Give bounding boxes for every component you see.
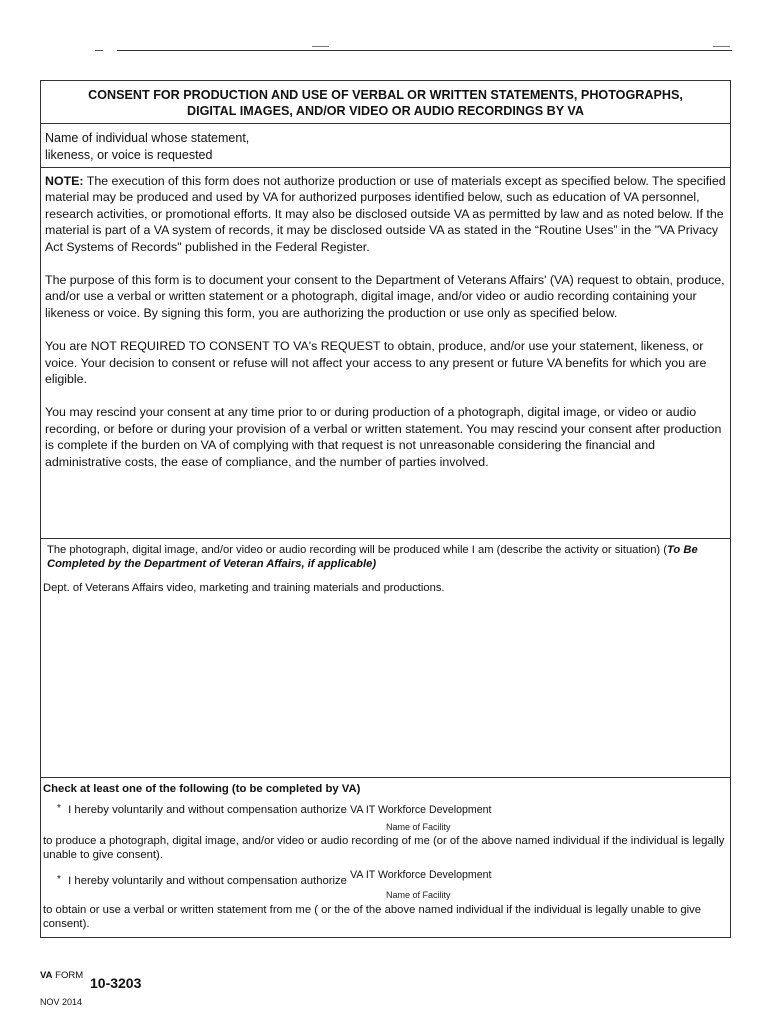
authorization-text-produce: to produce a photograph, digital image, and/or video or audio recording of me (or of the above named individual if the individual is legally unable to give consent).	[43, 835, 725, 861]
form-title-line2: DIGITAL IMAGES, AND/OR VIDEO OR AUDIO RECORDINGS BY VA	[187, 104, 584, 118]
header-tick-mark	[713, 46, 730, 47]
activity-description-field[interactable]	[41, 538, 730, 777]
consent-form	[40, 80, 731, 938]
facility-label-1: Name of Facility	[386, 822, 451, 832]
authorize-text-1: I hereby voluntarily and without compensation authorize	[68, 804, 347, 816]
note-text: The execution of this form does not authorize production or use of materials except as specified below. The specified material may be produced and used by VA for authorized purposes identified below, such as education of VA personnel, research activities, or promotional efforts. It may also be disclosed outside VA as permitted by law and as noted below. If the material is part of a VA system of records, it may be disclosed outside VA as stated in the “Routine Uses” in the "VA Privacy Act Systems of Records" published in the Federal Register.	[45, 174, 726, 254]
activity-question	[47, 543, 730, 571]
authorization-heading: Check at least one of the following (to be completed by VA)	[43, 783, 361, 795]
form-number: 10-3203	[90, 975, 142, 991]
header-rule-fragment	[95, 50, 103, 51]
note-section	[41, 167, 730, 538]
authorize-text-2: I hereby voluntarily and without compensation authorize	[68, 875, 347, 887]
individual-name-field[interactable]	[41, 123, 730, 167]
form-date: NOV 2014	[40, 997, 83, 1007]
name-field-label-line1: Name of individual whose statement,	[45, 131, 250, 145]
note-paragraph-2: The purpose of this form is to document your consent to the Department of Veterans Affairs' (VA) request to obtain, produce, and/or use a verbal or written statement or a photograph, digital image, and/or video or audio recording containing your likeness or voice. By signing this form, you are authorizing the production or use only as specified below.	[45, 273, 725, 320]
authorization-text-obtain: to obtain or use a verbal or written statement from me ( or the of the above named individual if the individual is legally unable to give consent).	[43, 904, 702, 930]
header-tick-mark	[312, 46, 329, 47]
authorize-checkbox-2[interactable]: *	[57, 874, 61, 885]
footer-form-label: FORM	[55, 970, 84, 981]
header-rule	[117, 50, 732, 51]
form-title	[41, 81, 730, 123]
activity-question-italic: To Be Completed by the Department of Veteran Affairs, if applicable)	[47, 544, 698, 570]
note-label: NOTE:	[45, 174, 84, 188]
authorization-row-1	[53, 802, 491, 817]
note-paragraph-4: You may rescind your consent at any time prior to or during production of a photograph, digital image, or video or audio recording, or before or during your provision of a verbal or written statement. You may rescind your consent after production is complete if the burden on VA of complying with that request is not unreasonable considering the financial and administrative costs, the ease of compliance, and the number of parties involved.	[45, 405, 722, 469]
authorize-checkbox-1[interactable]: *	[57, 803, 61, 814]
note-paragraph-3: You are NOT REQUIRED TO CONSENT TO VA's REQUEST to obtain, produce, and/or use your statement, likeness, or voice. Your decision to consent or refuse will not affect your access to any present or future VA benefits for which you are eligible.	[45, 339, 707, 387]
footer-va-label: VA	[40, 970, 53, 981]
authorization-section	[41, 777, 730, 939]
activity-answer: Dept. of Veterans Affairs video, marketing and training materials and productions.	[43, 582, 445, 594]
facility-name-2[interactable]: VA IT Workforce Development	[350, 869, 492, 881]
facility-label-2: Name of Facility	[386, 890, 451, 900]
note-paragraph-1	[45, 173, 726, 255]
activity-question-text: The photograph, digital image, and/or video or audio recording will be produced while I am (describe the activity or situation) (	[47, 544, 667, 556]
authorization-row-2	[53, 869, 492, 888]
form-identifier	[40, 970, 83, 981]
form-title-line1: CONSENT FOR PRODUCTION AND USE OF VERBAL OR WRITTEN STATEMENTS, PHOTOGRAPHS,	[88, 88, 683, 102]
name-field-label-line2: likeness, or voice is requested	[45, 147, 213, 162]
facility-name-1[interactable]: VA IT Workforce Development	[350, 804, 492, 816]
